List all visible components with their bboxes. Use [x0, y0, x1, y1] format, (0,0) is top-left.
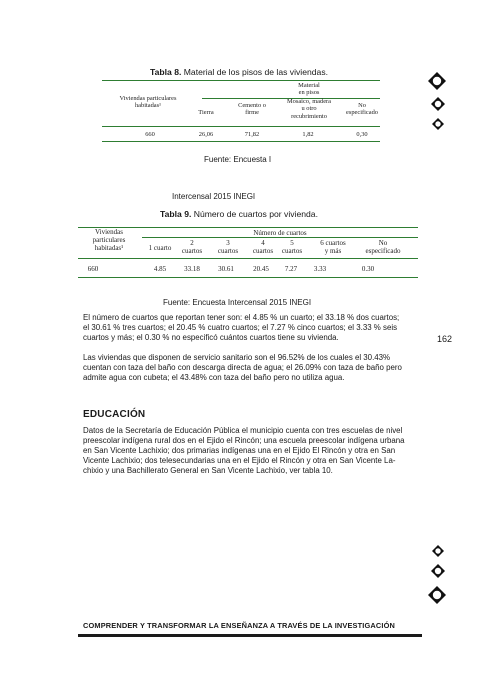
footer-title: COMPRENDER Y TRANSFORMAR LA ENSEÑANZA A TRAVÉS DE LA INVESTIGACIÓN	[83, 621, 395, 630]
table8-col-no-especificado: No especificado	[346, 102, 378, 117]
table9-col-5: 5 cuartos	[281, 239, 303, 255]
diamond-ornament-icon	[428, 72, 446, 90]
table9-source: Fuente: Encuesta Intercensal 2015 INEGI	[163, 298, 312, 307]
table8-cell: 26,06	[198, 131, 214, 138]
table9-cell: 0.30	[361, 265, 375, 273]
table9-col-1: 1 cuarto	[148, 244, 172, 252]
table9-col-4: 4 cuartos	[252, 239, 274, 255]
paragraph-cuartos: El número de cuartos que reportan tener son: el 4.85 % un cuarto; el 33.18 % dos cuartos; el 30.61 % tres cuartos; el 20.45 % cuatro cuartos; el 7.27 % cinco cuartos; el 3.33 % seis cuartos y más; el 0.30 % no especificó cuántos cuartos tiene su vivienda.	[83, 313, 400, 343]
table8	[102, 80, 380, 150]
table8-group-header: Material en pisos	[298, 82, 320, 97]
table9	[78, 224, 418, 280]
paragraph-educacion: Datos de la Secretaría de Educación Pública el municipio cuenta con tres escuelas de nivel preescolar indígena rural dos en el Ejido el Rincón; una escuela preescolar indígena urbana en San Vicente Lachixio; dos primarias indígenas una en el Ejido El Rincón y otra en San Vicente Lachixio; dos telesecundarias una en el Ejido el Rincón y otra en San Vicente La- chixio y una Bachillerato General en San Vicente Lachixio, ver tabla 10.	[83, 426, 405, 476]
table9-cell: 660	[87, 265, 99, 273]
section-heading: EDUCACIÓN	[83, 409, 146, 420]
table9-col-3: 3 cuartos	[217, 239, 239, 255]
table8-source-line2: Intercensal 2015 INEGI	[172, 192, 256, 201]
table9-col-no-especificado: No especificado	[365, 239, 401, 255]
table9-cell: 7.27	[284, 265, 298, 273]
table9-col-viviendas: Viviendas particulares habitadas¹	[92, 228, 126, 252]
table8-col-cemento: Cemento o firme	[238, 102, 266, 117]
diamond-ornament-icon	[432, 118, 444, 130]
paragraph-servicio-sanitario: Las viviendas que disponen de servicio sanitario son el 96.52% de los cuales el 30.43% cuentan con taza del baño con descarga directa de agua; el 26.09% con taza de baño pero admite agua con cubeta; el 43.48% con taza del baño pero no utiliza agua.	[83, 353, 402, 383]
table9-cell: 3.33	[313, 265, 327, 273]
table9-cell: 30.61	[218, 265, 234, 273]
table9-cell: 20.45	[253, 265, 269, 273]
diamond-ornament-icon	[428, 586, 446, 604]
table8-source-line1: Fuente: Encuesta I	[204, 155, 272, 164]
footer-rule	[78, 634, 422, 637]
table8-cell: 660	[145, 131, 155, 138]
table8-cell: 0,30	[356, 131, 368, 138]
table8-caption: Tabla 8. Material de los pisos de las viviendas.	[150, 67, 329, 77]
table8-cell: 71,82	[244, 131, 260, 138]
table9-cell: 33.18	[184, 265, 200, 273]
table9-cell: 4.85	[153, 265, 167, 273]
diamond-ornament-icon	[431, 97, 445, 111]
table9-group-header: Número de cuartos	[253, 229, 307, 237]
table8-col-viviendas: Viviendas particulares habitadas¹	[119, 95, 177, 110]
page-number: 162	[437, 334, 453, 344]
diamond-ornament-icon	[431, 564, 445, 578]
table9-caption: Tabla 9. Número de cuartos por vivienda.	[160, 209, 318, 219]
table8-col-tierra: Tierra	[198, 109, 214, 116]
table8-col-mosaico: Mosaico, madera u otro recubrimiento	[286, 98, 331, 120]
diamond-ornament-icon	[432, 545, 444, 557]
table9-col-2: 2 cuartos	[181, 239, 203, 255]
table8-cell: 1,82	[302, 131, 314, 138]
table9-col-6: 6 cuartos y más	[320, 239, 346, 255]
